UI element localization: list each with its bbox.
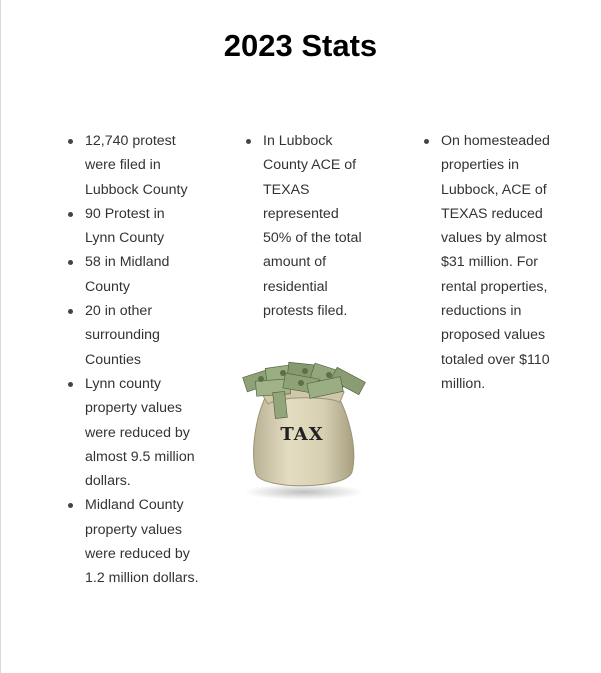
- list-item: 12,740 protest were filed in Lubbock County: [68, 129, 195, 202]
- svg-text:TAX: TAX: [280, 424, 324, 445]
- money-bag-icon: [226, 356, 376, 501]
- list-item: Lynn county property values were reduced by almost 9.5 million dollars.: [68, 372, 210, 493]
- list-item: In Lubbock County ACE of TEXAS represented 50% of the total amount of residential protests filed.: [246, 129, 367, 323]
- stats-column-1: [68, 129, 208, 591]
- list-item: 90 Protest in Lynn County: [68, 202, 185, 251]
- list-item: 20 in other surrounding Counties: [68, 299, 185, 372]
- stats-column-3: [424, 129, 564, 396]
- page-title: 2023 Stats: [223, 28, 378, 63]
- list-item: 58 in Midland County: [68, 250, 185, 299]
- page-border: [0, 0, 1, 673]
- list-item: Midland County property values were reduced by 1.2 million dollars.: [68, 493, 210, 590]
- stats-column-2: [246, 129, 376, 323]
- list-item: On homesteaded properties in Lubbock, ACE of TEXAS reduced values by almost $31 million. For rental properties, reductions in proposed values totaled over $110 million.: [424, 129, 559, 396]
